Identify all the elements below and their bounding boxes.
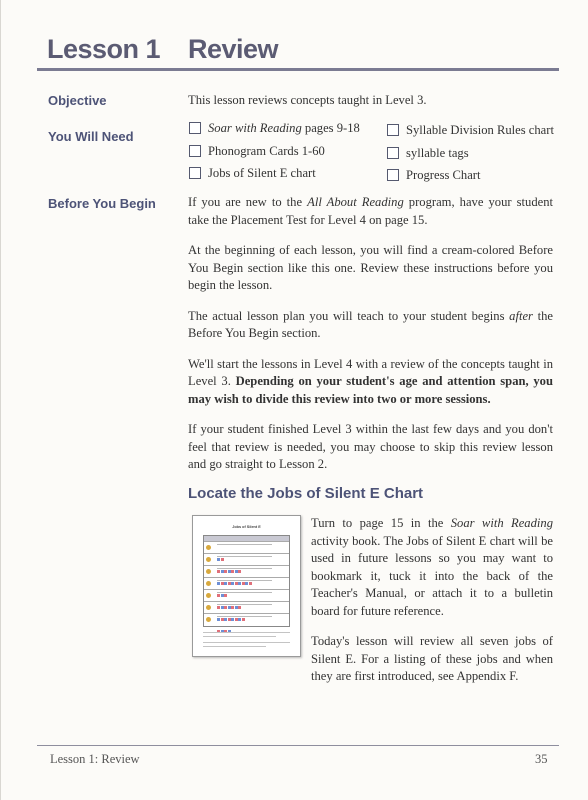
before-you-begin-text	[188, 194, 553, 487]
objective-text	[188, 92, 553, 123]
paragraph: At the beginning of each lesson, you will find a cream-colored Before You Begin section like this one. Review these instructions before you begin the lesson.	[188, 243, 553, 292]
paragraph: If your student finished Level 3 within the last few days and you don't feel that review is needed, you may choose to skip this review lesson and go straight to Lesson 2.	[188, 422, 553, 471]
footer-divider	[37, 745, 559, 746]
paragraph: We'll start the lessons in Level 4 with a review of the concepts taught in Level 3. Depending on your student's age and attention span, you may wish to divide this review into two or more sessions.	[188, 356, 553, 406]
material-item[interactable]	[386, 121, 554, 144]
paragraph: The actual lesson plan you will teach to your student begins after the Before You Begin section.	[188, 308, 553, 340]
program-title: All About Reading	[307, 195, 404, 209]
materials-list-left	[188, 119, 360, 187]
thumbnail-table	[203, 535, 290, 627]
checkbox[interactable]	[189, 145, 201, 157]
page-number: 35	[535, 752, 548, 766]
material-item[interactable]	[188, 142, 360, 165]
material-text: Syllable Division Rules chart	[406, 123, 554, 137]
lesson-title: Review	[188, 34, 279, 64]
material-text: Progress Chart	[406, 168, 481, 182]
checkbox[interactable]	[387, 124, 399, 136]
lesson-number: Lesson 1	[47, 34, 161, 64]
paragraph: Today's lesson will review all seven jobs of Silent E. For a listing of these jobs and when they are first introduced, see Appendix F.	[311, 634, 553, 683]
material-item[interactable]	[188, 164, 360, 187]
checkbox[interactable]	[189, 122, 201, 134]
material-item[interactable]	[386, 166, 554, 189]
thumbnail-title: Jobs of Silent E	[232, 525, 261, 529]
materials-list-right	[386, 121, 554, 189]
paragraph: Turn to page 15 in the Soar with Reading activity book. The Jobs of Silent E chart will be used in future lessons so you may want to bookmark it, tuck it into the back of the Teacher's Manual, or attach it to a bulletin board for future reference.	[311, 516, 553, 618]
emphasis-text: Depending on your student's age and attention span, you may wish to divide this review into two or more sessions.	[188, 374, 553, 406]
locate-text	[311, 515, 553, 699]
checkbox[interactable]	[189, 167, 201, 179]
material-title: Soar with Reading	[208, 121, 302, 135]
chart-thumbnail	[192, 515, 301, 657]
checkbox[interactable]	[387, 147, 399, 159]
material-text: pages 9-18	[301, 121, 360, 135]
book-title: Soar with Reading	[450, 516, 553, 530]
paragraph: If you are new to the All About Reading program, have your student take the Placement Test for Level 4 on page 15.	[188, 195, 553, 227]
material-text: Jobs of Silent E chart	[208, 166, 316, 180]
you-will-need-label: You Will Need	[48, 129, 134, 144]
title-divider	[37, 68, 559, 71]
checkbox[interactable]	[387, 169, 399, 181]
objective-paragraph: This lesson reviews concepts taught in Level 3.	[188, 93, 427, 107]
material-item[interactable]	[188, 119, 360, 142]
material-item[interactable]	[386, 144, 554, 167]
material-text: Phonogram Cards 1-60	[208, 143, 325, 158]
objective-label: Objective	[48, 93, 107, 108]
before-you-begin-label: Before You Begin	[48, 196, 156, 211]
section-heading: Locate the Jobs of Silent E Chart	[188, 485, 424, 502]
footer-lesson-name: Lesson 1: Review	[50, 752, 140, 766]
material-text: syllable tags	[406, 145, 469, 160]
